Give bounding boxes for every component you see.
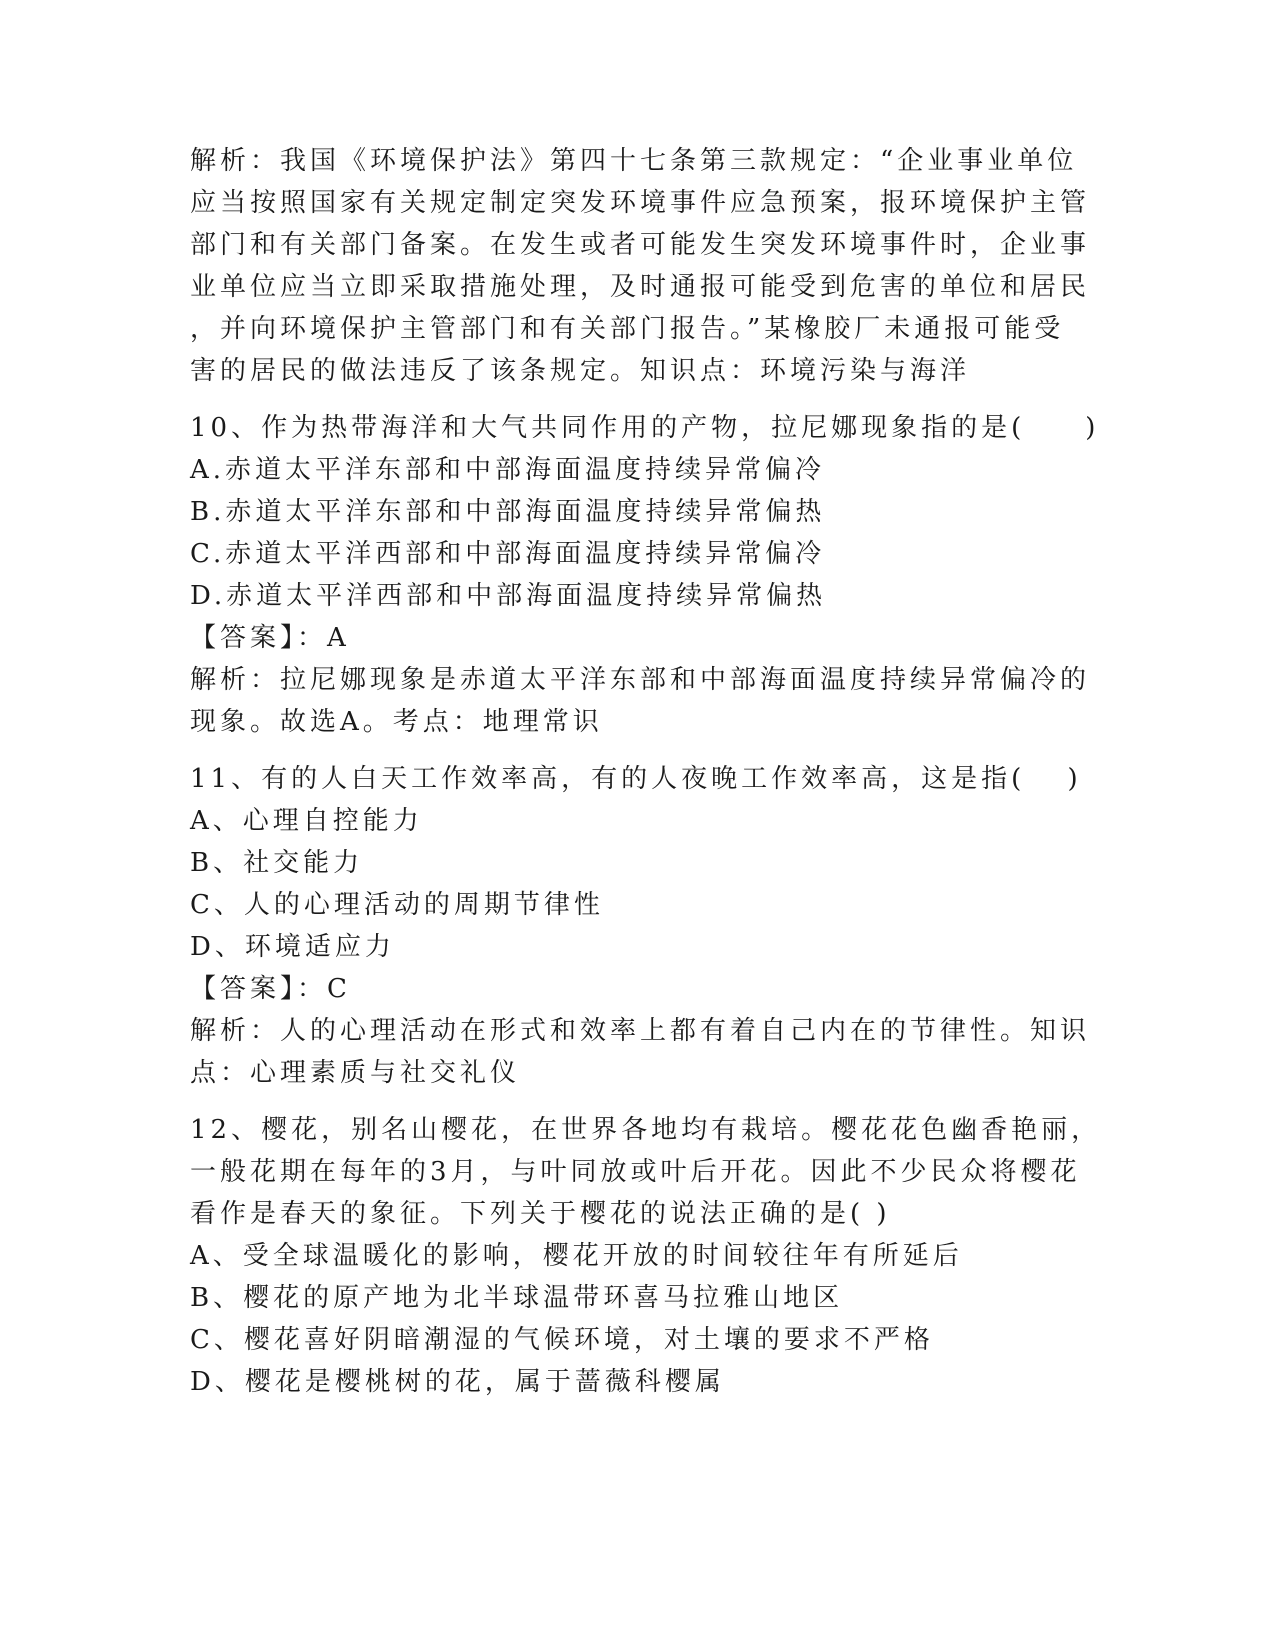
option-c: C、樱花喜好阴暗潮湿的气候环境，对土壤的要求不严格 xyxy=(190,1325,934,1355)
option-d: D.赤道太平洋西部和中部海面温度持续异常偏热 xyxy=(190,581,827,611)
question-stem: 11、有的人白天工作效率高，有的人夜晚工作效率高，这是指( ) xyxy=(190,764,1082,794)
question-stem: 10、作为热带海洋和大气共同作用的产物，拉尼娜现象指的是( ) xyxy=(190,413,1100,443)
analysis-9-line: 应当按照国家有关规定制定突发环境事件应急预案，报环境保护主管 xyxy=(190,188,1091,218)
analysis-9-line: 害的居民的做法违反了该条规定。知识点：环境污染与海洋 xyxy=(190,356,971,386)
answer-line: 【答案】：C xyxy=(190,974,351,1004)
analysis-9-line: 解析：我国《环境保护法》第四十七条第三款规定：“企业事业单位 xyxy=(190,146,1078,176)
analysis-line: 解析：人的心理活动在形式和效率上都有着自己内在的节律性。知识 xyxy=(190,1016,1091,1046)
option-c: C.赤道太平洋西部和中部海面温度持续异常偏冷 xyxy=(190,539,826,569)
question-stem: 一般花期在每年的3月，与叶同放或叶后开花。因此不少民众将樱花 xyxy=(190,1157,1081,1187)
analysis-line: 现象。故选A。考点：地理常识 xyxy=(190,707,603,737)
answer-line: 【答案】：A xyxy=(190,623,350,653)
option-d: D、樱花是樱桃树的花，属于蔷薇科樱属 xyxy=(190,1367,725,1397)
option-a: A、心理自控能力 xyxy=(190,806,423,836)
option-b: B、樱花的原产地为北半球温带环喜马拉雅山地区 xyxy=(190,1283,844,1313)
question-stem: 看作是春天的象征。下列关于樱花的说法正确的是( ) xyxy=(190,1199,891,1229)
option-c: C、人的心理活动的周期节律性 xyxy=(190,890,604,920)
analysis-9-line: ，并向环境保护主管部门和有关部门报告。”某橡胶厂未通报可能受 xyxy=(190,314,1065,344)
option-b: B.赤道太平洋东部和中部海面温度持续异常偏热 xyxy=(190,497,826,527)
analysis-9-line: 部门和有关部门备案。在发生或者可能发生突发环境事件时，企业事 xyxy=(190,230,1091,260)
analysis-line: 点：心理素质与社交礼仪 xyxy=(190,1058,521,1088)
analysis-9-line: 业单位应当立即采取措施处理，及时通报可能受到危害的单位和居民 xyxy=(190,272,1091,302)
option-a: A、受全球温暖化的影响，樱花开放的时间较往年有所延后 xyxy=(190,1241,963,1271)
option-a: A.赤道太平洋东部和中部海面温度持续异常偏冷 xyxy=(190,455,826,485)
question-stem: 12、樱花，别名山樱花，在世界各地均有栽培。樱花花色幽香艳丽， xyxy=(190,1115,1102,1145)
analysis-line: 解析：拉尼娜现象是赤道太平洋东部和中部海面温度持续异常偏冷的 xyxy=(190,665,1091,695)
option-b: B、社交能力 xyxy=(190,848,364,878)
option-d: D、环境适应力 xyxy=(190,932,395,962)
